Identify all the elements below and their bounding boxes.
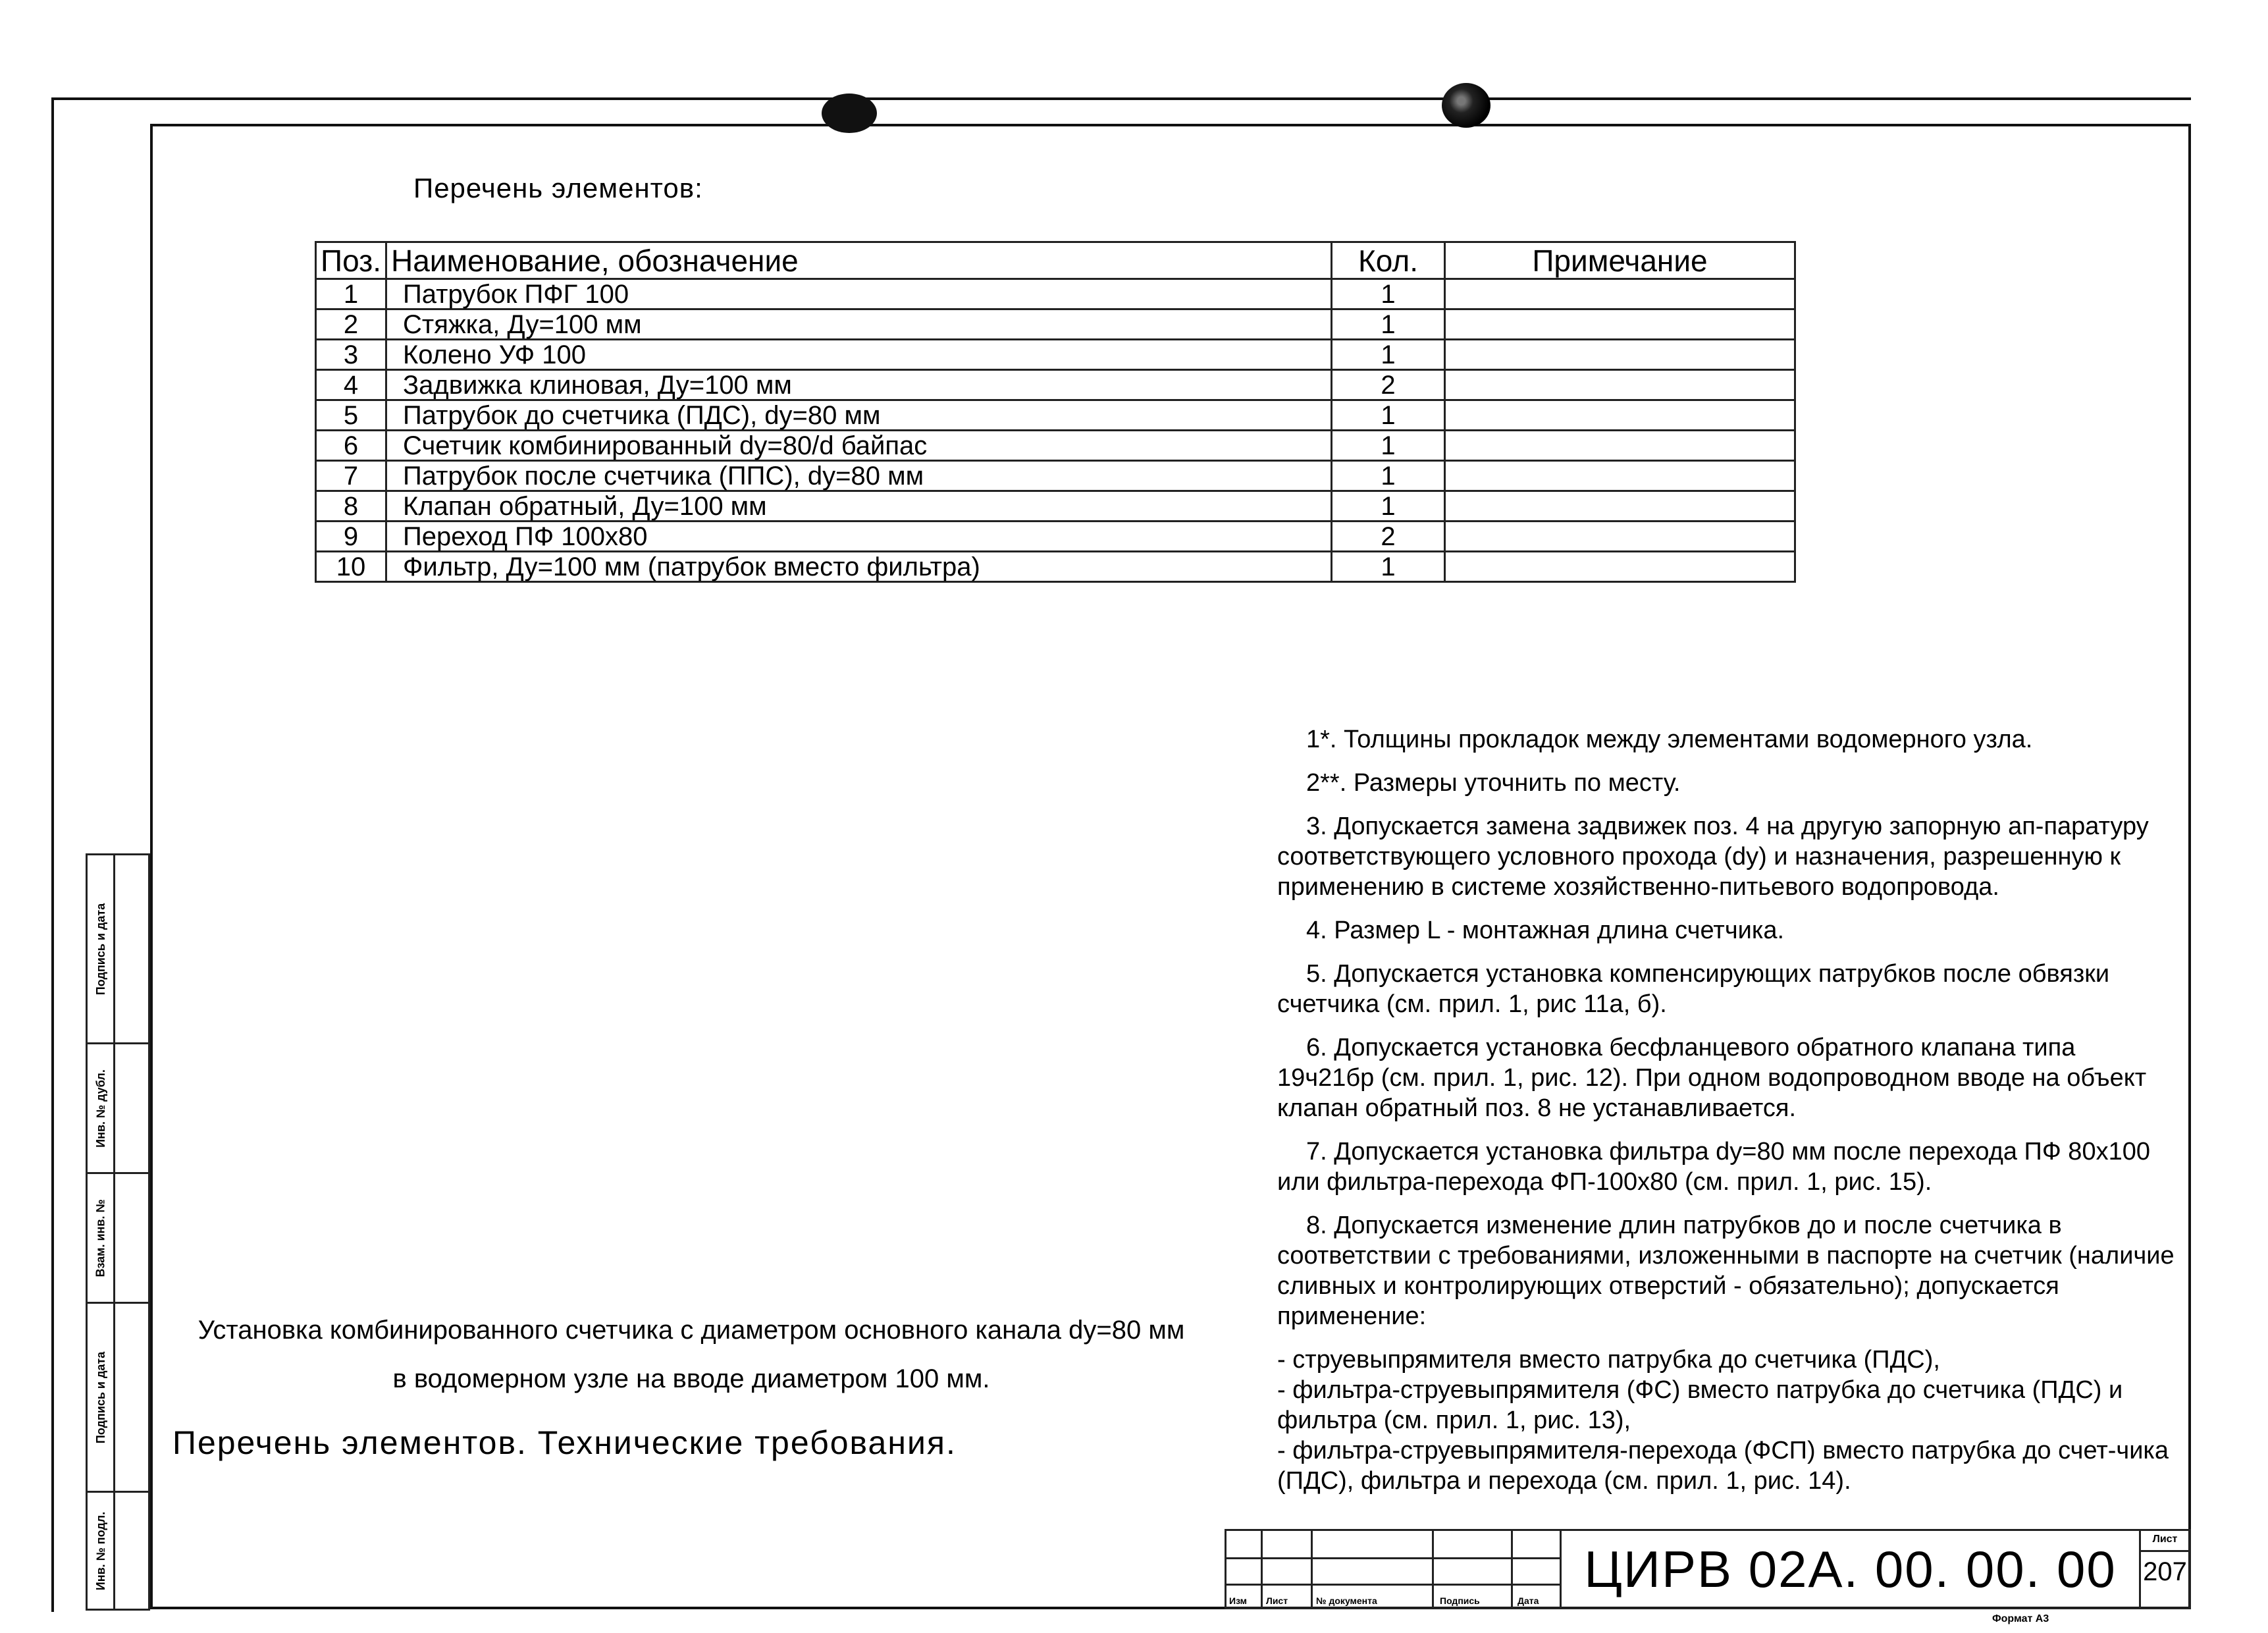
sheet-number: 207: [2143, 1557, 2187, 1586]
header-note: Примечание: [1445, 242, 1795, 279]
cell-pos: 4: [316, 370, 386, 400]
side-cell: [86, 1302, 150, 1493]
side-label: Инв. № подл.: [94, 1511, 107, 1590]
table-row: [316, 309, 1795, 340]
table-row: [316, 340, 1795, 370]
cell-qty: 1: [1332, 461, 1445, 491]
technical-requirements: [1277, 724, 2179, 1496]
note-dash-item: - струевыпрямителя вместо патрубка до счетчика (ПДС),: [1277, 1346, 1940, 1374]
stamp-header: Дата: [1517, 1595, 1539, 1606]
cell-name: Патрубок до счетчика (ПДС), dy=80 мм: [386, 400, 1332, 431]
format-label: Формат А3: [1992, 1613, 2049, 1624]
note-item: 2**. Размеры уточнить по месту.: [1306, 769, 1681, 797]
stamp-header: Подпись: [1440, 1595, 1480, 1606]
side-label: Подпись и дата: [94, 903, 107, 995]
cell-note: [1445, 461, 1795, 491]
cell-name: Колено УФ 100: [386, 340, 1332, 370]
note-item: 7. Допускается установка фильтра dy=80 мм после перехода ПФ 80х100 или фильтра-перехода ФП-100х80 (см. прил. 1, рис. 15).: [1277, 1138, 2150, 1196]
document-code: ЦИРВ 02А. 00. 00. 00: [1562, 1529, 2141, 1609]
note-dash-item: - фильтра-струевыпрямителя-перехода (ФСП) вместо патрубка до счет-чика (ПДС), фильтра и перехода (см. прил. 1, рис. 14).: [1277, 1437, 2169, 1495]
cell-pos: 9: [316, 522, 386, 552]
cell-qty: 2: [1332, 370, 1445, 400]
sheet-label: Лист: [2141, 1534, 2189, 1552]
cell-pos: 5: [316, 400, 386, 431]
cell-name: Клапан обратный, Ду=100 мм: [386, 491, 1332, 522]
cell-pos: 1: [316, 279, 386, 309]
table-row: [316, 370, 1795, 400]
cell-pos: 2: [316, 309, 386, 340]
cell-note: [1445, 400, 1795, 431]
note-item: 1*. Толщины прокладок между элементами водомерного узла.: [1306, 726, 2033, 753]
table-row: [316, 552, 1795, 582]
cell-name: Фильтр, Ду=100 мм (патрубок вместо фильтра): [386, 552, 1332, 582]
cell-note: [1445, 309, 1795, 340]
caption-title: Перечень элементов. Технические требования.: [172, 1424, 957, 1461]
cell-pos: 8: [316, 491, 386, 522]
note-dash-item: - фильтра-струевыпрямителя (ФС) вместо патрубка до счетчика (ПДС) и фильтра (см. прил. 1, рис. 13),: [1277, 1376, 2123, 1434]
cell-pos: 3: [316, 340, 386, 370]
side-label: Подпись и дата: [94, 1351, 107, 1443]
elements-table: [315, 241, 1796, 583]
cell-qty: 1: [1332, 340, 1445, 370]
pin-icon: [822, 94, 877, 133]
revision-grid: [1225, 1529, 1562, 1609]
caption-line1: Установка комбинированного счетчика с диаметром основного канала dy=80 мм: [198, 1316, 1185, 1345]
cell-pos: 7: [316, 461, 386, 491]
note-item: 3. Допускается замена задвижек поз. 4 на другую запорную ап-паратуру соответствующего условного прохода (dy) и назначения, разрешенную к применению в системе хозяйственно-питьевого водопровода.: [1277, 813, 2149, 901]
cell-qty: 1: [1332, 552, 1445, 582]
cell-note: [1445, 431, 1795, 461]
pin-icon: [1442, 83, 1490, 128]
cell-note: [1445, 370, 1795, 400]
cell-qty: 1: [1332, 431, 1445, 461]
cell-name: Патрубок ПФГ 100: [386, 279, 1332, 309]
list-title: Перечень элементов:: [413, 173, 703, 203]
cell-qty: 2: [1332, 522, 1445, 552]
table-row: [316, 461, 1795, 491]
side-label: Инв. № дубл.: [94, 1069, 107, 1148]
table-header-row: [316, 242, 1795, 279]
side-cell: [86, 1042, 150, 1174]
cell-name: Патрубок после счетчика (ППС), dy=80 мм: [386, 461, 1332, 491]
cell-name: Счетчик комбинированный dy=80/d байпас: [386, 431, 1332, 461]
table-row: [316, 279, 1795, 309]
cell-note: [1445, 340, 1795, 370]
cell-qty: 1: [1332, 279, 1445, 309]
stamp-header: Изм: [1229, 1595, 1248, 1606]
note-item: 8. Допускается изменение длин патрубков до и после счетчика в соответствии с требованиями, изложенными в паспорте на счетчик (наличие сливных и контролирующих отверстий - обязательно); допускается применение:: [1277, 1212, 2175, 1330]
table-row: [316, 400, 1795, 431]
side-cell: [86, 853, 150, 1044]
cell-qty: 1: [1332, 491, 1445, 522]
stamp-header: Лист: [1266, 1595, 1288, 1606]
cell-note: [1445, 279, 1795, 309]
cell-name: Задвижка клиновая, Ду=100 мм: [386, 370, 1332, 400]
cell-note: [1445, 522, 1795, 552]
title-block: [1225, 1529, 2191, 1609]
note-item: 5. Допускается установка компенсирующих патрубков после обвязки счетчика (см. прил. 1, рис 11а, б).: [1277, 960, 2110, 1018]
side-label: Взам. инв. №: [94, 1198, 108, 1277]
caption-line2: в водомерном узле на вводе диаметром 100 мм.: [392, 1364, 990, 1393]
cell-note: [1445, 491, 1795, 522]
side-cell: [86, 1172, 150, 1304]
header-pos: Поз.: [316, 242, 386, 279]
stamp-header: № документа: [1316, 1595, 1377, 1606]
cell-name: Стяжка, Ду=100 мм: [386, 309, 1332, 340]
cell-note: [1445, 552, 1795, 582]
cell-qty: 1: [1332, 309, 1445, 340]
note-item: 6. Допускается установка бесфланцевого обратного клапана типа 19ч21бр (см. прил. 1, рис. 12). При одном водопроводном вводе на объект клапан обратный поз. 8 не устанавливается.: [1277, 1034, 2147, 1122]
header-qty: Кол.: [1332, 242, 1445, 279]
sheet-box: [2141, 1529, 2191, 1609]
side-cell: [86, 1491, 150, 1611]
table-row: [316, 522, 1795, 552]
cell-pos: 6: [316, 431, 386, 461]
cell-name: Переход ПФ 100х80: [386, 522, 1332, 552]
note-item: 4. Размер L - монтажная длина счетчика.: [1306, 917, 1785, 944]
header-name: Наименование, обозначение: [386, 242, 1332, 279]
side-strip: [86, 853, 150, 1611]
table-row: [316, 491, 1795, 522]
cell-qty: 1: [1332, 400, 1445, 431]
cell-pos: 10: [316, 552, 386, 582]
table-row: [316, 431, 1795, 461]
